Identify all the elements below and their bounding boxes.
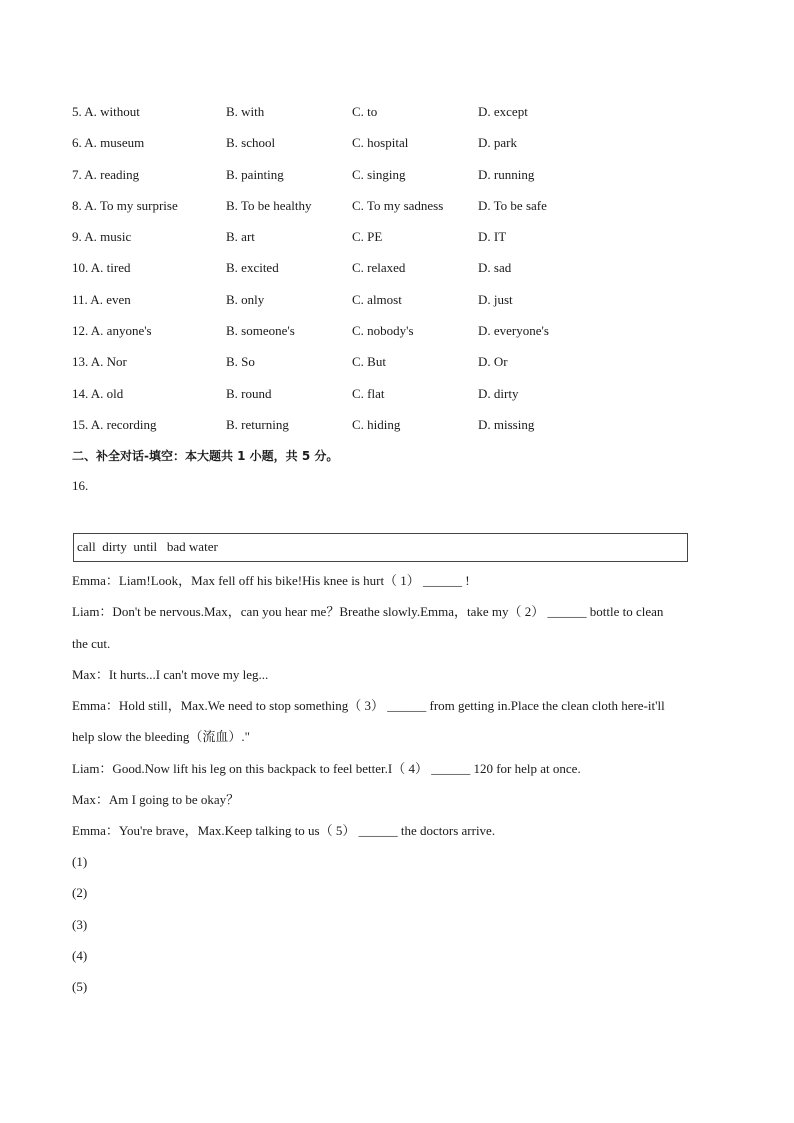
answer-slot: (1) [72,854,88,869]
dialog-line: Emma：Hold still，Max.We need to stop something（ 3） ______ from getting in.Place the clean cloth here-it'll [72,698,665,714]
option-row [72,291,722,322]
option-a: 11. A. even [72,291,131,307]
option-c: C. to [352,104,378,119]
dialog-line: the cut. [72,635,111,651]
answer-list [72,853,87,1009]
option-d: D. everyone's [478,323,549,339]
option-b: B. with [226,104,265,119]
multiple-choice-options [72,103,722,447]
option-a: 7. A. reading [72,166,140,182]
option-d: D. Or [478,354,508,370]
option-d: D. To be safe [478,197,547,213]
option-c: C. nobody's [352,323,414,339]
option-row [72,103,722,134]
option-row [72,134,722,165]
answer-slot: (5) [72,979,88,995]
option-b: B. art [226,229,255,245]
option-b: B. So [226,354,255,370]
option-row [72,197,722,228]
dialog-line: Emma：You're brave，Max.Keep talking to us（ 5） ______ the doctors arrive. [72,823,496,839]
option-a: 12. A. anyone's [72,323,152,339]
dialog-line: Max：It hurts...I can't move my leg... [72,666,269,682]
option-row [72,353,722,384]
option-d: D. park [478,135,517,151]
option-b: B. returning [226,416,289,432]
dialog-line: Liam：Don't be nervous.Max，can you hear me？Breathe slowly.Emma，take my（ 2） ______ bottle to clean [72,604,664,620]
option-d: D. except [478,104,528,119]
option-c: C. singing [352,166,406,182]
question-number: 16. [72,478,89,493]
option-row [72,385,722,416]
option-b: B. someone's [226,323,295,339]
option-c: C. But [352,354,386,370]
option-a: 13. A. Nor [72,354,127,370]
option-a: 14. A. old [72,385,124,401]
option-b: B. only [226,291,265,307]
dialog-line: Liam：Good.Now lift his leg on this backpack to feel better.I（ 4） ______ 120 for help at once. [72,760,581,776]
dialog-line: help slow the bleeding（流血）." [72,729,250,745]
option-c: C. hiding [352,416,401,432]
option-c: C. PE [352,229,383,245]
option-a: 15. A. recording [72,416,157,432]
option-row [72,322,722,353]
dialog-line: Max：Am I going to be okay？ [72,792,240,808]
option-d: D. just [478,291,513,307]
option-c: C. hospital [352,135,409,151]
option-b: B. painting [226,166,284,182]
option-d: D. running [478,166,535,182]
option-c: C. To my sadness [352,197,444,213]
option-c: C. relaxed [352,260,406,276]
option-b: B. round [226,385,272,401]
option-d: D. dirty [478,385,519,401]
word-bank-box: call dirty until bad water [73,533,688,562]
answer-slot: (3) [72,916,88,932]
option-d: D. IT [478,229,507,245]
option-b: B. To be healthy [226,197,312,213]
option-a: 10. A. tired [72,260,131,276]
option-row [72,228,722,259]
option-b: B. school [226,135,276,151]
option-a: 6. A. museum [72,135,145,151]
option-d: D. missing [478,416,535,432]
option-row [72,166,722,197]
option-c: C. flat [352,385,385,401]
option-b: B. excited [226,260,279,276]
option-c: C. almost [352,291,402,307]
answer-slot: (4) [72,947,88,963]
option-a: 9. A. music [72,229,132,245]
dialog-line: Emma：Liam!Look，Max fell off his bike!His knee is hurt（ 1） ______ ! [72,573,470,588]
option-row [72,416,722,447]
section-title: 二、补全对话-填空：本大题共 1 小题，共 5 分。 [72,449,339,463]
dialog-passage [72,572,717,854]
option-row [72,259,722,290]
answer-slot: (2) [72,885,88,901]
option-d: D. sad [478,260,512,276]
option-a: 5. A. without [72,104,140,119]
option-a: 8. A. To my surprise [72,197,178,213]
